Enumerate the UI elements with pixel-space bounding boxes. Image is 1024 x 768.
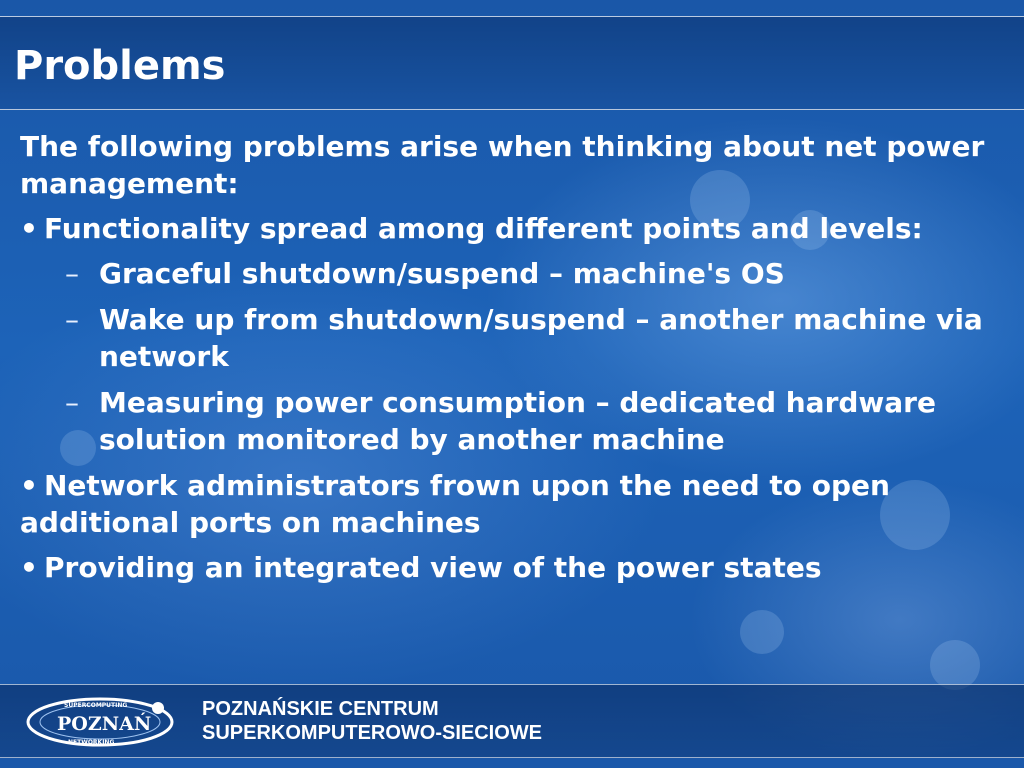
sub-bullet-text: Graceful shutdown/suspend – machine's OS xyxy=(99,257,785,290)
dash-glyph: – xyxy=(65,257,79,290)
globe-icon xyxy=(152,702,164,714)
sub-bullet-item xyxy=(20,255,1005,292)
logo-arc-top: SUPERCOMPUTING xyxy=(64,702,128,709)
organization-name xyxy=(202,697,542,745)
org-line-2: SUPERKOMPUTEROWO-SIECIOWE xyxy=(202,722,543,744)
bullet-glyph: • xyxy=(20,551,38,584)
slide-content xyxy=(20,128,1005,594)
title-bar xyxy=(0,16,1024,110)
logo-text: POZNAŃ xyxy=(57,713,152,735)
poznan-logo xyxy=(24,694,182,750)
bullet-text: Providing an integrated view of the power states xyxy=(44,551,822,584)
dash-glyph: – xyxy=(65,303,79,336)
bullet-glyph: • xyxy=(20,469,38,502)
sub-bullet-item xyxy=(20,384,1005,458)
bullet-item xyxy=(20,210,1005,247)
slide-title: Problems xyxy=(14,43,226,89)
sub-bullet-text: Measuring power consumption – dedicated hardware solution monitored by another machine xyxy=(99,386,936,456)
bullet-item xyxy=(20,549,1005,586)
bullet-text: Network administrators frown upon the need to open additional ports on machines xyxy=(20,469,890,539)
intro-text: The following problems arise when thinking about net power management: xyxy=(20,130,985,200)
logo-arc-bottom: NETWORKING xyxy=(68,739,115,746)
bokeh-dot xyxy=(930,640,980,690)
sub-bullet-text: Wake up from shutdown/suspend – another machine via network xyxy=(99,303,983,373)
bullet-glyph: • xyxy=(20,212,38,245)
bokeh-dot xyxy=(740,610,784,654)
sub-bullet-item xyxy=(20,301,1005,375)
bullet-text: Functionality spread among different points and levels: xyxy=(44,212,923,245)
bullet-item xyxy=(20,467,1005,541)
org-line-1: POZNAŃSKIE CENTRUM xyxy=(202,698,439,720)
dash-glyph: – xyxy=(65,386,79,419)
